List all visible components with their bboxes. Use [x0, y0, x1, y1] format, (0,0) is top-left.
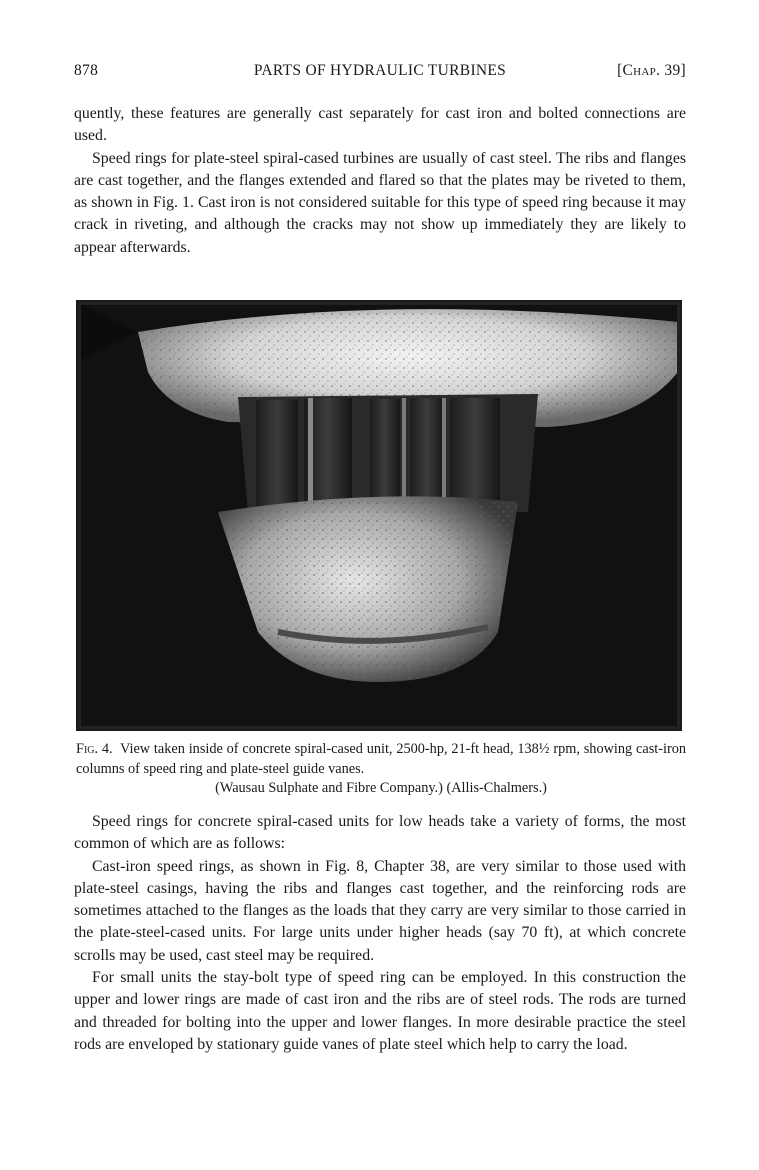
figure-credit: (Wausau Sulphate and Fibre Company.) (Allis-Chalmers.) [215, 780, 547, 797]
body-text-bottom [74, 811, 686, 1056]
figure-caption [76, 740, 686, 799]
figure-label: Fig. 4. [76, 741, 113, 757]
page-header [74, 62, 686, 86]
body-text-top [74, 103, 686, 259]
paragraph: Speed rings for plate-steel spiral-cased turbines are usually of cast steel. The ribs and flanges are cast together, and the flanges extended and flared so that the plates may be riveted to them, as shown in Fig. 1. Cast iron is not considered suitable for this type of speed ring because it may crack in riveting, and although the cracks may not show up immediately they are likely to appear afterwards. [74, 149, 686, 256]
figure-photo [76, 300, 682, 731]
figure-caption-text: View taken inside of concrete spiral-cased unit, 2500-hp, 21-ft head, 138½ rpm, showing cast-iron columns of speed ring and plate-steel guide vanes. [76, 741, 687, 777]
paragraph: Cast-iron speed rings, as shown in Fig. 8, Chapter 38, are very similar to those used with plate-steel casings, having the ribs and flanges cast together, and the reinforcing rods are sometimes attached to the flanges as the loads that they carry are very similar to those carried in the plate-steel-cased units. For large units under higher heads (say 70 ft), at which concrete scrolls may be used, cast steel may be required. [74, 857, 686, 964]
paragraph: quently, these features are generally cast separately for cast iron and bolted connections are used. [74, 105, 686, 145]
running-title: PARTS OF HYDRAULIC TURBINES [253, 62, 507, 79]
chapter-label: [Chap. 39] [617, 62, 686, 79]
paragraph: For small units the stay-bolt type of speed ring can be employed. In this construction the upper and lower rings are made of cast iron and the ribs are of steel rods. The rods are turned and threaded for bolting into the upper and lower flanges. In more desirable practice the steel rods are enveloped by stationary guide vanes of plate steel which help to carry the load. [74, 969, 686, 1053]
turbine-interior-photo [78, 302, 680, 729]
page-number: 878 [74, 62, 99, 79]
paragraph: Speed rings for concrete spiral-cased units for low heads take a variety of forms, the most common of which are as follows: [74, 813, 686, 853]
